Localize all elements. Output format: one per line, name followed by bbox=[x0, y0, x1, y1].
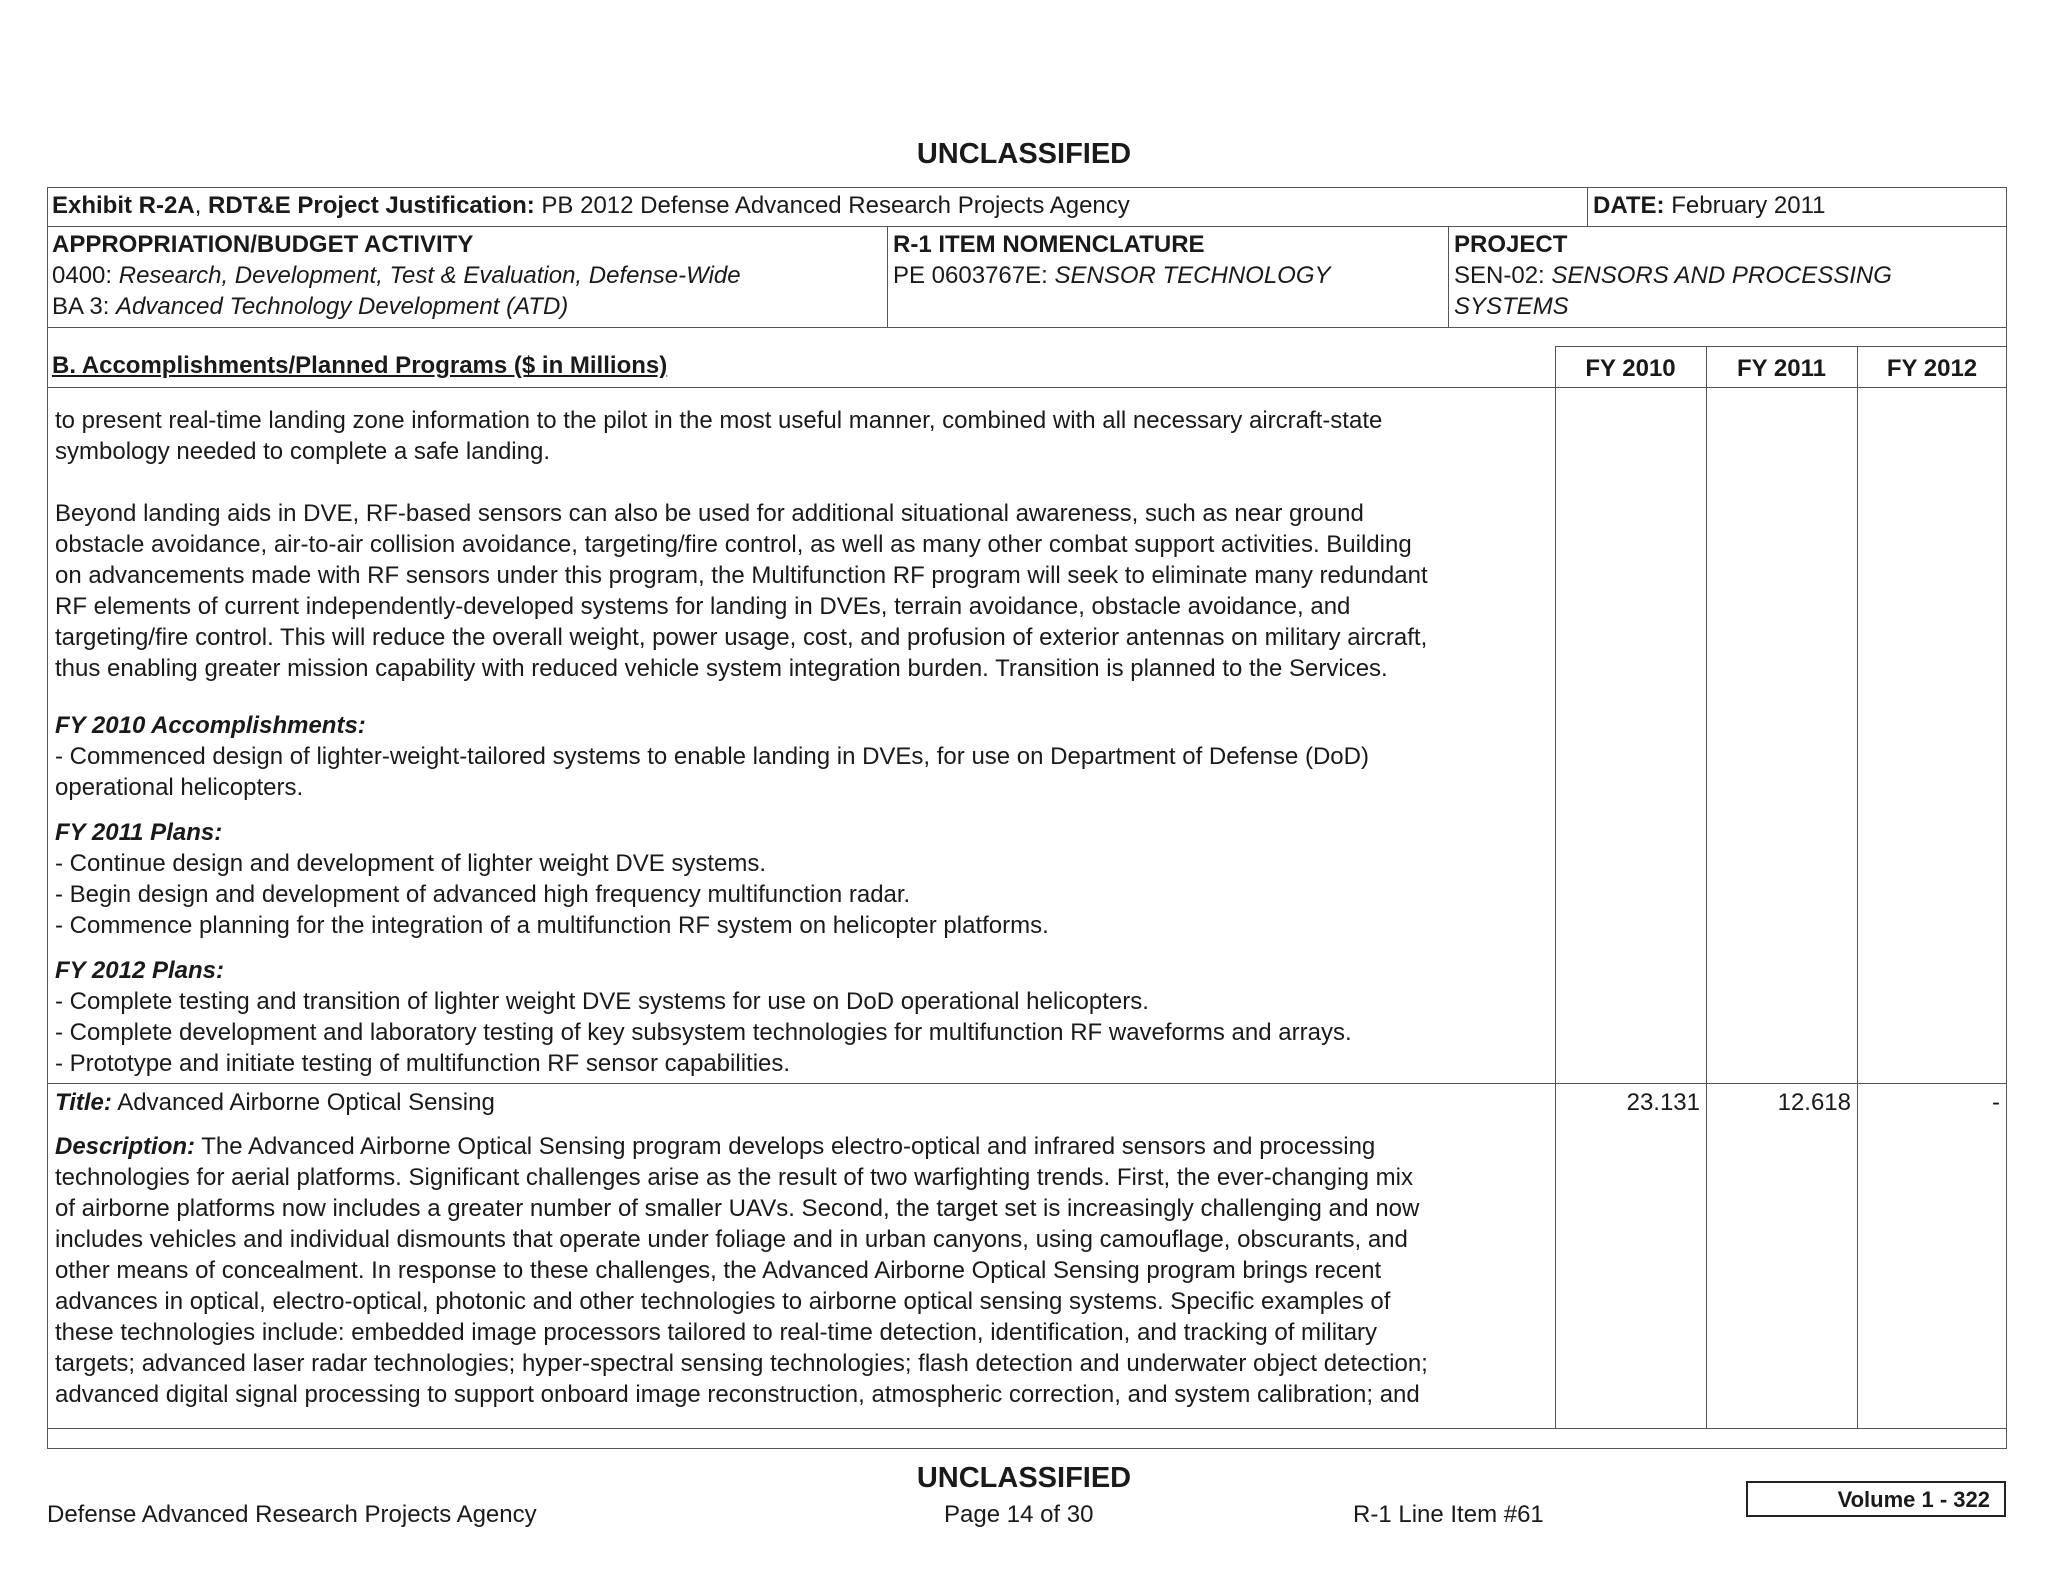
text-line: advanced digital signal processing to support onboard image reconstruction, atmospheric correction, and system calibration; and bbox=[55, 1381, 1420, 1408]
column-header-fy2010: FY 2010 bbox=[1585, 355, 1676, 382]
text-line: targeting/fire control. This will reduce the overall weight, power usage, cost, and profusion of exterior antennas on military aircraft, bbox=[55, 624, 1428, 651]
exhibit-title bbox=[52, 190, 1130, 221]
divider bbox=[887, 226, 888, 327]
project-code: SEN-02: bbox=[1454, 262, 1552, 289]
divider bbox=[47, 1428, 2007, 1429]
project-value bbox=[1454, 260, 1892, 291]
volume-box: Volume 1 - 322 bbox=[1746, 1481, 2006, 1517]
divider bbox=[1857, 346, 1858, 1428]
date-value: February 2011 bbox=[1664, 192, 1826, 219]
fy2010-accomplishments bbox=[55, 710, 1555, 803]
fy2010-heading: FY 2010 Accomplishments: bbox=[55, 712, 366, 739]
divider bbox=[47, 1083, 2007, 1084]
divider bbox=[1587, 187, 1588, 227]
divider bbox=[1448, 226, 1449, 327]
text-line: - Prototype and initiate testing of multifunction RF sensor capabilities. bbox=[55, 1050, 791, 1077]
text-line: advances in optical, electro-optical, photonic and other technologies to airborne optical sensing systems. Specific examples of bbox=[55, 1288, 1391, 1315]
text-line: thus enabling greater mission capability with reduced vehicle system integration burden. Transition is planned to the Services. bbox=[55, 655, 1388, 682]
footer-page-number: Page 14 of 30 bbox=[944, 1501, 1094, 1528]
intro-paragraph bbox=[55, 405, 1555, 467]
text-line: - Commenced design of lighter-weight-tailored systems to enable landing in DVEs, for use on Department of Defense (DoD) bbox=[55, 743, 1369, 770]
divider bbox=[47, 327, 2007, 328]
project-name: SENSORS AND PROCESSING bbox=[1551, 262, 1892, 289]
r1-value bbox=[893, 260, 1331, 291]
appropriation-code: 0400: bbox=[52, 262, 119, 289]
text-line: obstacle avoidance, air-to-air collision avoidance, targeting/fire control, as well as many other combat support activities. Building bbox=[55, 531, 1412, 558]
text-line: of airborne platforms now includes a greater number of smaller UAVs. Second, the target set is increasingly challenging and now bbox=[55, 1195, 1420, 1222]
fy2011-heading: FY 2011 Plans: bbox=[55, 819, 223, 846]
item-description bbox=[55, 1131, 1555, 1410]
footer-line-item: R-1 Line Item #61 bbox=[1353, 1501, 1544, 1528]
date-label: DATE: bbox=[1593, 192, 1665, 219]
divider bbox=[47, 387, 2007, 388]
ba-name: Advanced Technology Development (ATD) bbox=[116, 293, 569, 320]
text-line: technologies for aerial platforms. Significant challenges arise as the result of two warfighting trends. First, the ever-changing mix bbox=[55, 1164, 1413, 1191]
appropriation-name: Research, Development, Test & Evaluation, Defense-Wide bbox=[118, 262, 741, 289]
divider bbox=[47, 226, 2007, 227]
item-fy2010-value: 23.131 bbox=[1626, 1089, 1700, 1116]
text-line: Beyond landing aids in DVE, RF-based sensors can also be used for additional situational awareness, such as near ground bbox=[55, 500, 1364, 527]
text-line: on advancements made with RF sensors under this program, the Multifunction RF program will seek to eliminate many redundant bbox=[55, 562, 1428, 589]
divider bbox=[1555, 346, 1556, 1428]
classification-bottom: UNCLASSIFIED bbox=[916, 1462, 1132, 1494]
r1-code: PE 0603767E: bbox=[893, 262, 1055, 289]
ba-code: BA 3: bbox=[52, 293, 117, 320]
divider bbox=[1555, 346, 2007, 347]
justification-label: RDT&E Project Justification: bbox=[208, 192, 535, 219]
text-line: - Complete testing and transition of lighter weight DVE systems for use on DoD operational helicopters. bbox=[55, 988, 1149, 1015]
classification-top: UNCLASSIFIED bbox=[916, 138, 1132, 170]
text-line: includes vehicles and individual dismounts that operate under foliage and in urban canyons, using camouflage, obscurants, and bbox=[55, 1226, 1408, 1253]
text-line: these technologies include: embedded image processors tailored to real-time detection, identification, and tracking of military bbox=[55, 1319, 1378, 1346]
text-line: - Commence planning for the integration of a multifunction RF system on helicopter platforms. bbox=[55, 912, 1049, 939]
fy2012-plans bbox=[55, 955, 1555, 1079]
text-line: symbology needed to complete a safe landing. bbox=[55, 438, 550, 465]
text-line: - Complete development and laboratory testing of key subsystem technologies for multifunction RF waveforms and arrays. bbox=[55, 1019, 1352, 1046]
beyond-paragraph bbox=[55, 498, 1555, 684]
section-b-title: B. Accomplishments/Planned Programs ($ in Millions) bbox=[52, 352, 668, 379]
text-line: other means of concealment. In response to these challenges, the Advanced Airborne Optical Sensing program brings recent bbox=[55, 1257, 1382, 1284]
description-label: Description: bbox=[55, 1133, 196, 1160]
title-label: Title: bbox=[55, 1089, 112, 1116]
column-header-fy2012: FY 2012 bbox=[1886, 355, 1978, 382]
r1-name: SENSOR TECHNOLOGY bbox=[1054, 262, 1331, 289]
item-fy2011-value: 12.618 bbox=[1777, 1089, 1851, 1116]
fy2011-plans bbox=[55, 817, 1555, 941]
text-line: - Begin design and development of advanced high frequency multifunction radar. bbox=[55, 881, 911, 908]
exhibit-sep: , bbox=[194, 192, 209, 219]
text-line: to present real-time landing zone information to the pilot in the most useful manner, combined with all necessary aircraft-state bbox=[55, 407, 1383, 434]
divider bbox=[1706, 346, 1707, 1428]
exhibit-label: Exhibit R-2A bbox=[52, 192, 195, 219]
appropriation-value bbox=[52, 260, 741, 291]
appropriation-label: APPROPRIATION/BUDGET ACTIVITY bbox=[52, 231, 474, 258]
text-line: targets; advanced laser radar technologies; hyper-spectral sensing technologies; flash detection and underwater object detection; bbox=[55, 1350, 1428, 1377]
text-line: RF elements of current independently-developed systems for landing in DVEs, terrain avoidance, obstacle avoidance, and bbox=[55, 593, 1351, 620]
title-value: Advanced Airborne Optical Sensing bbox=[111, 1089, 495, 1116]
justification-value: PB 2012 Defense Advanced Research Projects Agency bbox=[534, 192, 1130, 219]
project-label: PROJECT bbox=[1454, 231, 1568, 258]
text-line: - Continue design and development of lighter weight DVE systems. bbox=[55, 850, 767, 877]
column-header-fy2011: FY 2011 bbox=[1737, 355, 1826, 382]
item-title bbox=[55, 1087, 495, 1118]
text-line: operational helicopters. bbox=[55, 774, 304, 801]
budget-activity bbox=[52, 291, 568, 322]
item-fy2012-value: - bbox=[1992, 1089, 2000, 1116]
fy2012-heading: FY 2012 Plans: bbox=[55, 957, 224, 984]
date-field bbox=[1593, 190, 1826, 221]
project-name-cont: SYSTEMS bbox=[1454, 293, 1569, 320]
footer-agency: Defense Advanced Research Projects Agency bbox=[47, 1501, 537, 1528]
text-line: The Advanced Airborne Optical Sensing program develops electro-optical and infrared sensors and processing bbox=[195, 1133, 1376, 1160]
r1-label: R-1 ITEM NOMENCLATURE bbox=[893, 231, 1205, 258]
